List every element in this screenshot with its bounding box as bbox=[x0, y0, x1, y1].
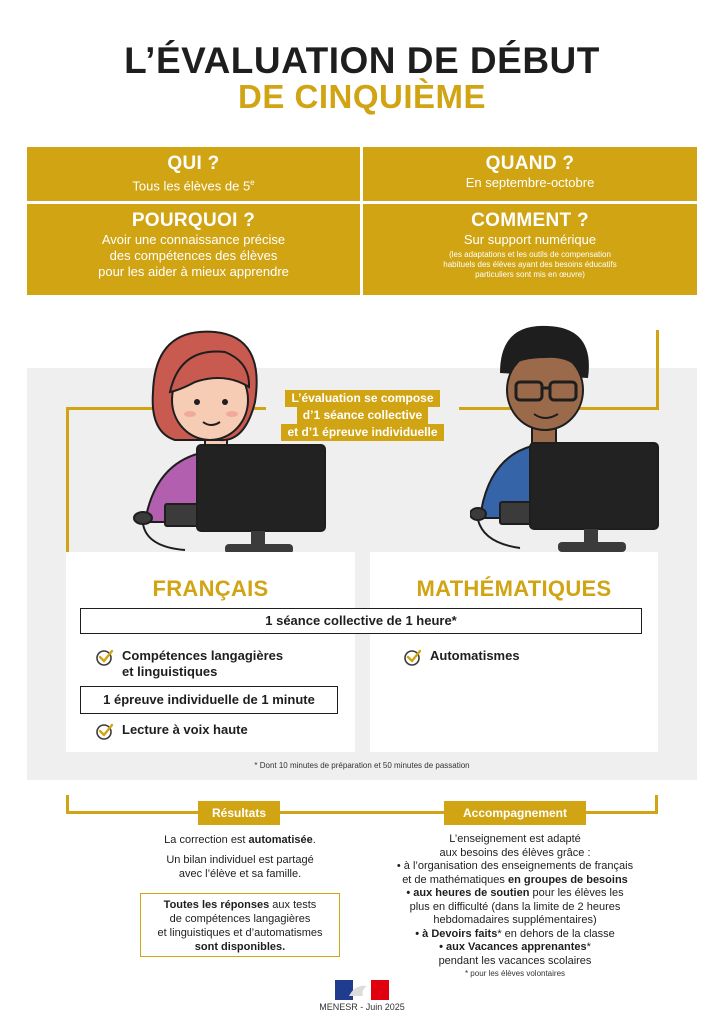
pourquoi-heading: POURQUOI ? bbox=[131, 210, 256, 231]
quand-cell bbox=[363, 147, 697, 201]
composition-line3: et d’1 épreuve individuelle bbox=[281, 424, 443, 441]
republique-francaise-logo bbox=[335, 980, 389, 1000]
pourquoi-cell bbox=[27, 204, 360, 295]
bottom-bracket-right bbox=[655, 795, 658, 813]
composition-line2: d’1 séance collective bbox=[297, 407, 428, 424]
accompagnement-label: Accompagnement bbox=[444, 801, 586, 825]
francais-title: FRANÇAIS bbox=[152, 576, 269, 601]
page-title-line1: L’ÉVALUATION DE DÉBUT bbox=[124, 40, 600, 81]
checkmark-icon bbox=[404, 648, 422, 666]
seance-collective-box: 1 séance collective de 1 heure* bbox=[80, 608, 642, 634]
composition-label bbox=[265, 390, 460, 441]
maths-title: MATHÉMATIQUES bbox=[416, 576, 612, 601]
fr-item-competences bbox=[96, 648, 336, 682]
checkmark-icon bbox=[96, 722, 114, 740]
fr-item-lecture-text: Lecture à voix haute bbox=[122, 722, 248, 737]
comment-heading: COMMENT ? bbox=[471, 210, 589, 231]
pourquoi-line1: Avoir une connaissance précise bbox=[101, 232, 286, 247]
comment-note1: (les adaptations et les outils de compensation bbox=[449, 250, 611, 259]
comment-cell bbox=[363, 204, 697, 295]
duration-footnote: * Dont 10 minutes de préparation et 50 minutes de passation bbox=[254, 761, 470, 770]
qui-text: Tous les élèves de 5e bbox=[132, 178, 255, 194]
volontaires-note: * pour les élèves volontaires bbox=[464, 969, 566, 978]
checkmark-icon bbox=[96, 648, 114, 666]
comment-text: Sur support numérique bbox=[463, 232, 597, 247]
bracket-line-left-vertical bbox=[66, 407, 69, 552]
footer-label: MENESR - Juin 2025 bbox=[319, 1002, 405, 1012]
accompagnement-text: L’enseignement est adapté aux besoins des élèves grâce : • à l’organisation des enseignements de français et de mathématiques en groupes de besoins • aux heures de soutien pour les élèves les plus en difficulté (dans la limite de 2 heures hebdomadaires supplémentaires) • à Devoirs faits* en dehors de la classe • aux Vacances apprenantes* pendant les vacances scolaires bbox=[396, 833, 634, 967]
math-item-automatismes bbox=[404, 648, 624, 666]
resultats-p1: La correction est automatisée. bbox=[164, 834, 316, 846]
resultats-box: Toutes les réponses aux tests de compétences langagières et linguistiques et d’automatismes sont disponibles. bbox=[140, 893, 340, 957]
quand-text: En septembre-octobre bbox=[465, 175, 595, 190]
math-item-automatismes-text: Automatismes bbox=[430, 648, 520, 663]
epreuve-individuelle-box: 1 épreuve individuelle de 1 minute bbox=[80, 686, 338, 714]
composition-line1: L’évaluation se compose bbox=[285, 390, 439, 407]
qui-cell bbox=[27, 147, 360, 201]
resultats-p2: Un bilan individuel est partagé avec l’élève et sa famille. bbox=[166, 854, 314, 880]
resultats-label: Résultats bbox=[198, 801, 280, 825]
qui-heading: QUI ? bbox=[167, 153, 220, 174]
info-grid bbox=[27, 147, 697, 295]
comment-note3: particuliers sont mis en œuvre) bbox=[475, 270, 585, 279]
pourquoi-line2: des compétences des élèves bbox=[109, 248, 278, 263]
pourquoi-line3: pour les aider à mieux apprendre bbox=[98, 264, 289, 279]
quand-heading: QUAND ? bbox=[485, 153, 575, 174]
student-boy-illustration bbox=[470, 318, 665, 558]
fr-item-lecture bbox=[96, 722, 336, 740]
student-girl-illustration bbox=[125, 322, 340, 562]
page-title-line2: DE CINQUIÈME bbox=[237, 78, 487, 115]
fr-item-competences-text: Compétences langagières et linguistiques bbox=[122, 648, 284, 679]
comment-note2: habituels des élèves ayant des besoins éducatifs bbox=[443, 260, 617, 269]
